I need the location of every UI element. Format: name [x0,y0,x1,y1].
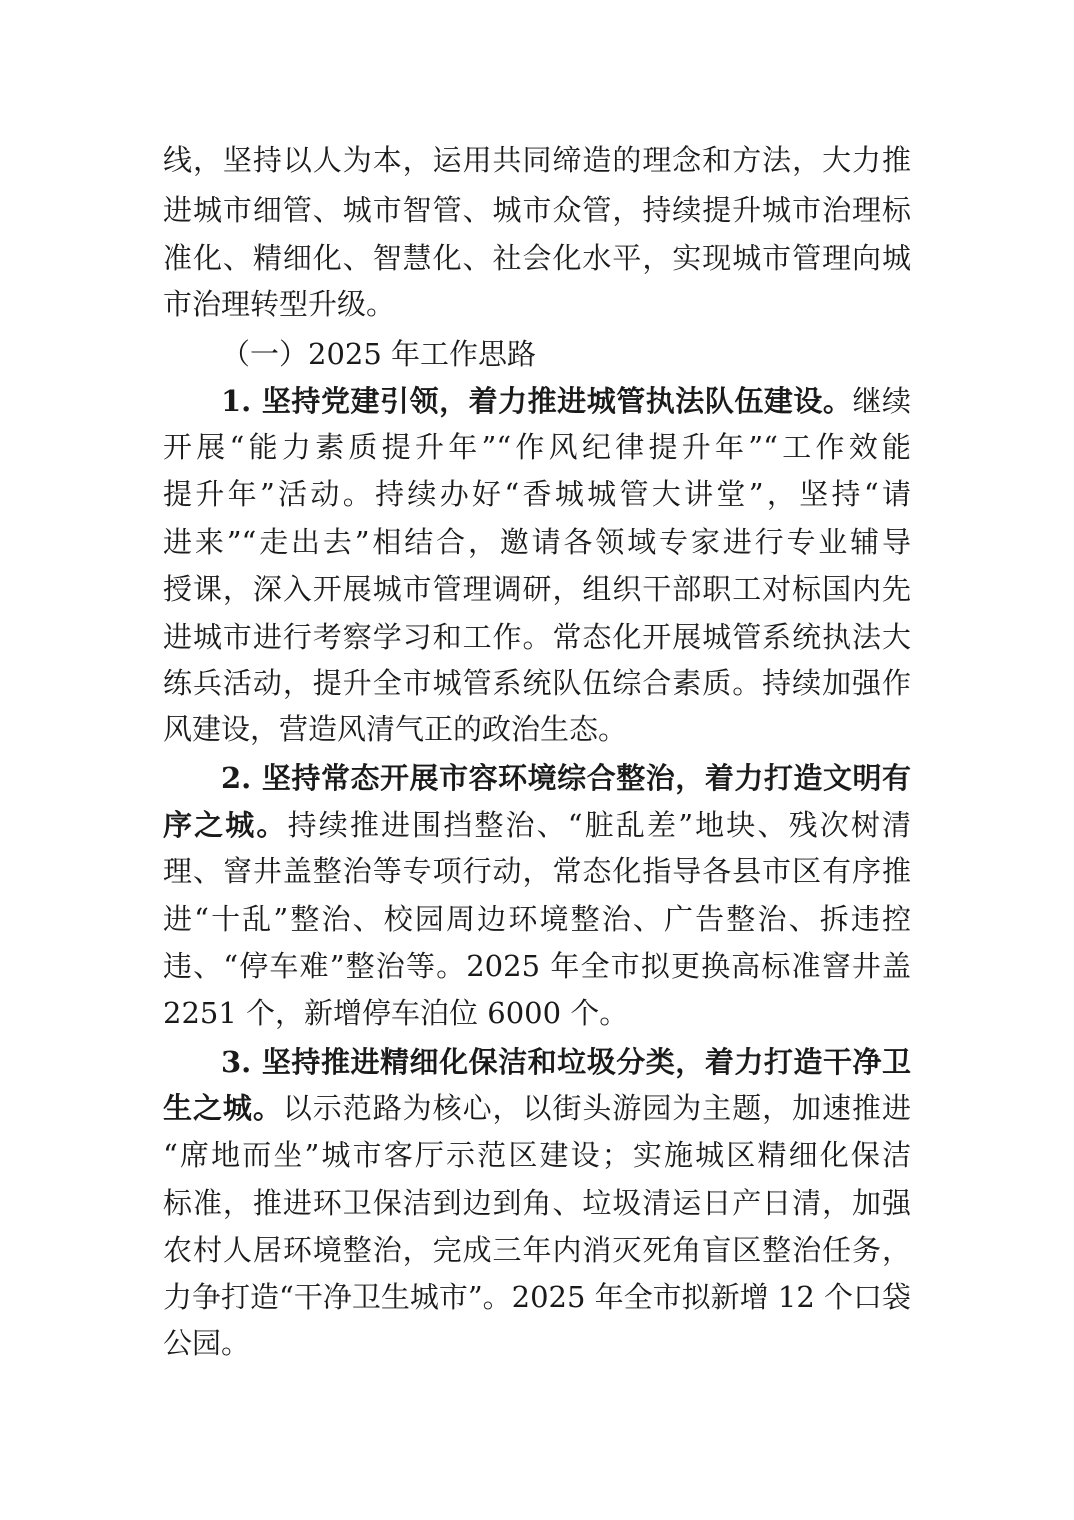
item1-line: 进城市进行考察学习和工作。常态化开展城管系统执法大 [163,620,911,654]
item2-line: 理、窨井盖整治等专项行动，常态化指导各县市区有序推 [163,854,911,888]
item2-line: 进“十乱”整治、校园周边环境整治、广告整治、拆违控 [163,902,911,936]
section-heading: （一）2025 年工作思路 [221,337,537,371]
item2-bold-second-part: 序之城。 [163,808,288,842]
item1-first-line-rest: 继续 [852,384,911,418]
item2-second-line [163,802,911,848]
intro-line-1: 线，坚持以人为本，运用共同缔造的理念和方法，大力推 [163,143,911,177]
item1-line: 进来”“走出去”相结合，邀请各领域专家进行专业辅导 [163,525,911,559]
item3-line: 力争打造“干净卫生城市”。2025 年全市拟新增 12 个口袋 [163,1280,912,1314]
item2-second-line-rest: 持续推进围挡整治、“脏乱差”地块、残次树清 [287,808,911,842]
item3-bold-first-line: 3. 坚持推进精细化保洁和垃圾分类，着力打造干净卫 [221,1045,911,1079]
item3-line: 标准，推进环卫保洁到边到角、垃圾清运日产日清，加强 [163,1186,911,1220]
item1-line: 授课，深入开展城市管理调研，组织干部职工对标国内先 [163,572,911,606]
item3-line: 公园。 [163,1326,251,1360]
item1-line: 风建设，营造风清气正的政治生态。 [163,712,628,746]
item2-line: 违、“停车难”整治等。2025 年全市拟更换高标准窨井盖 [163,949,911,983]
item1-line: 提升年”活动。持续办好“香城城管大讲堂”，坚持“请 [163,477,911,511]
item3-line: 农村人居环境整治，完成三年内消灭死角盲区整治任务， [163,1233,911,1267]
item3-second-line [163,1085,911,1131]
item2-line: 2251 个，新增停车泊位 6000 个。 [163,996,629,1030]
intro-line-4: 市治理转型升级。 [163,287,396,321]
item1-first-line [221,378,911,424]
item1-bold-lead: 1. 坚持党建引领，着力推进城管执法队伍建设。 [221,384,853,418]
item2-bold-first-line: 2. 坚持常态开展市容环境综合整治，着力打造文明有 [221,761,911,795]
intro-line-2: 进城市细管、城市智管、城市众管，持续提升城市治理标 [163,193,911,227]
item3-line: “席地而坐”城市客厅示范区建设；实施城区精细化保洁 [163,1138,911,1172]
item3-bold-second-part: 生之城。 [163,1091,283,1125]
intro-line-3: 准化、精细化、智慧化、社会化水平，实现城市管理向城 [163,241,911,275]
item1-line: 练兵活动，提升全市城管系统队伍综合素质。持续加强作 [163,666,911,700]
item1-line: 开展“能力素质提升年”“作风纪律提升年”“工作效能 [163,430,911,464]
item3-second-line-rest: 以示范路为核心，以街头游园为主题，加速推进 [282,1091,911,1125]
